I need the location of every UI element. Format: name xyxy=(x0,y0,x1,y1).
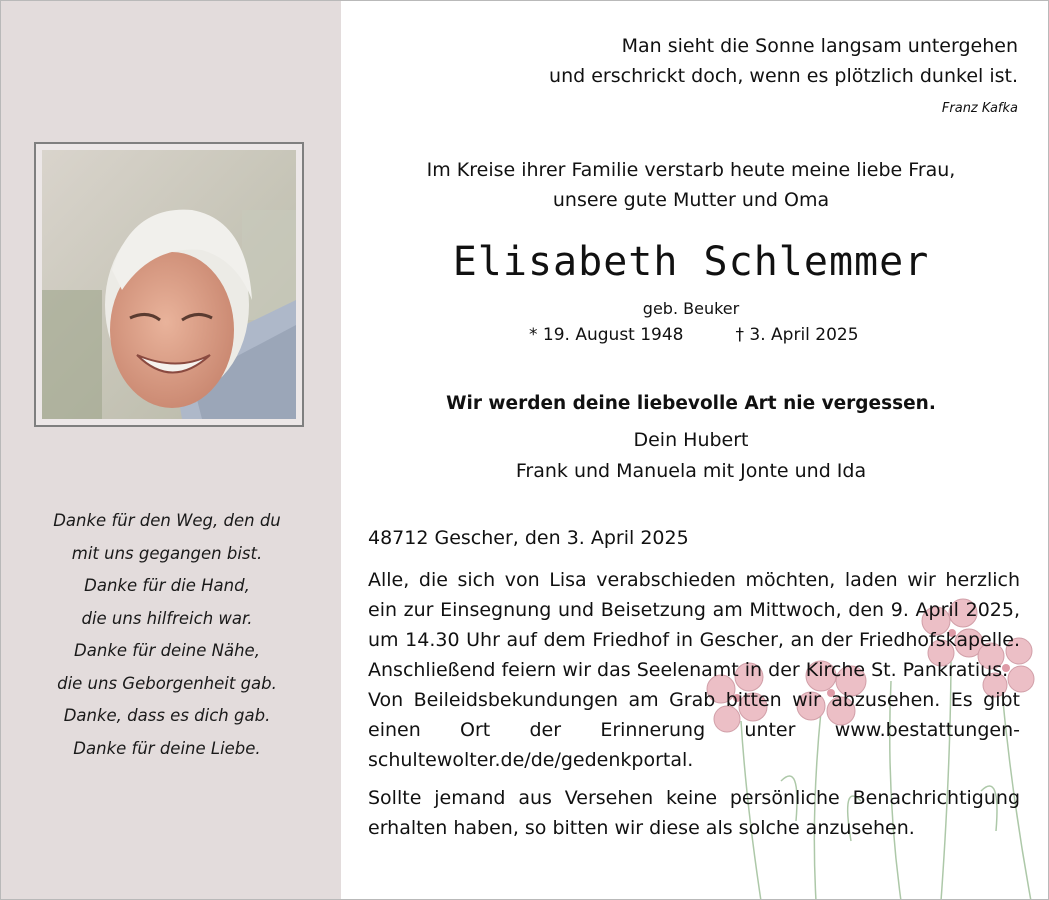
portrait-frame xyxy=(34,142,304,427)
funeral-details xyxy=(368,565,1020,843)
details-paragraph: Alle, die sich von Lisa verabschieden möchten, laden wir herzlich ein zur Einsegnung und Beisetzung am Mittwoch, den 9. April 2025, um 14.30 Uhr auf dem Friedhof in Gescher, an der Friedhofskapelle. Anschließend feiern wir das Seelenamt in der Kirche St. Pankratius. xyxy=(368,569,1020,681)
place-date: 48712 Gescher, den 3. April 2025 xyxy=(368,527,689,549)
details-paragraph: Sollte jemand aus Versehen keine persönliche Benachrichtigung erhalten haben, so bitten wir diese als solche anzusehen. xyxy=(368,787,1020,839)
remembrance-line: Wir werden deine liebevolle Art nie vergessen. xyxy=(446,393,936,414)
details-paragraph: Von Beileidsbekundungen am Grab bitten wir abzusehen. Es gibt einen Ort der Erinnerung unter www.bestattungen-schultewolter.de/de/gedenkportal. xyxy=(368,689,1020,771)
announcement xyxy=(341,155,1041,215)
quote-line: und erschrickt doch, wenn es plötzlich dunkel ist. xyxy=(549,65,1018,87)
announcement-line: Im Kreise ihrer Familie verstarb heute meine liebe Frau, xyxy=(426,159,956,181)
main-content xyxy=(341,1,1048,899)
birth-date: * 19. August 1948 xyxy=(529,325,684,345)
kafka-quote xyxy=(549,31,1018,91)
poem-line: Danke, dass es dich gab. xyxy=(63,706,271,725)
family-line: Frank und Manuela mit Jonte und Ida xyxy=(515,460,867,482)
poem xyxy=(1,505,333,765)
left-sidebar xyxy=(1,1,341,899)
family-signature xyxy=(341,425,1041,487)
quote-author: Franz Kafka xyxy=(941,101,1018,116)
poem-line: Danke für deine Nähe, xyxy=(74,641,260,660)
poem-line: Danke für die Hand, xyxy=(84,576,250,595)
poem-line: Danke für deine Liebe. xyxy=(73,738,261,758)
poem-line: mit uns gegangen bist. xyxy=(71,543,263,563)
deceased-name: Elisabeth Schlemmer xyxy=(452,239,930,285)
birth-name: geb. Beuker xyxy=(642,299,740,318)
announcement-line: unsere gute Mutter und Oma xyxy=(552,189,830,211)
family-line: Dein Hubert xyxy=(633,429,749,451)
poem-line: Danke für den Weg, den du xyxy=(53,511,281,530)
poem-line: die uns Geborgenheit gab. xyxy=(57,673,277,693)
poem-line: die uns hilfreich war. xyxy=(81,608,253,628)
life-dates xyxy=(529,325,859,345)
quote-line: Man sieht die Sonne langsam untergehen xyxy=(621,35,1018,57)
portrait-photo xyxy=(42,150,296,419)
death-date: † 3. April 2025 xyxy=(735,325,859,345)
